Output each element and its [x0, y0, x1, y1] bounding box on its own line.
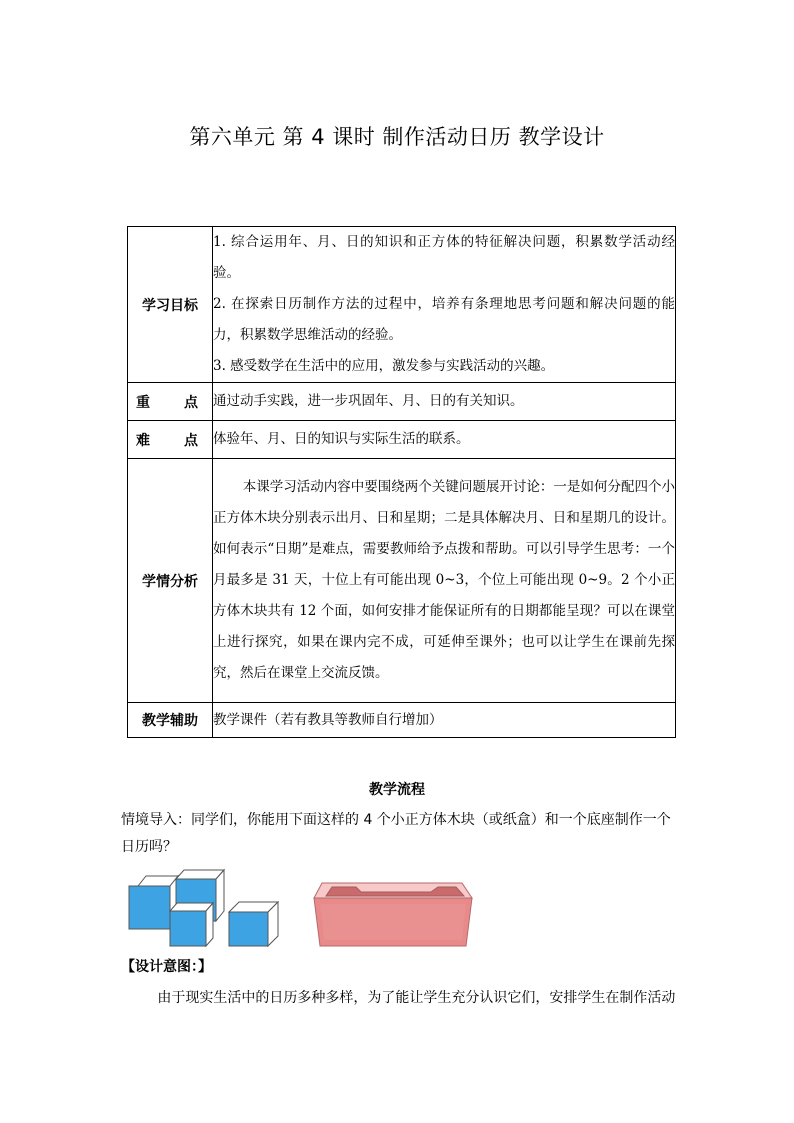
objective-item-2: 2. 在探索日历制作方法的过程中，培养有条理地思考问题和解决问题的能力，积累数学思维活动的经验。 [213, 296, 675, 343]
intro-text: 情境导入：同学们，你能用下面这样的 4 个小正方体木块（或纸盒）和一个底座制作一个日历吗？ [121, 812, 671, 855]
flow-title: 教学流程 [369, 782, 425, 798]
calendar-base-tray-icon [314, 883, 472, 946]
design-intent-text: 由于现实生活中的日历多种多样，为了能让学生充分认识它们，安排学生在制作活动 [157, 990, 676, 1006]
row-label-analysis: 学情分析 [128, 459, 213, 703]
analysis-text: 本课学习活动内容中要围绕两个关键问题展开讨论：一是如何分配四个小正方体木块分别表示出月、日和星期；二是具体解决月、日和星期几的设计。如何表示“日期”是难点，需要教师给予点拨和帮助。可以引导学生思考：一个月最多是 31 天，十位上有可能出现 0~3，个位上可能出现 0~9。2 个小正方体木块共有 12 个面，如何安排才能保证所有的日期都能呈现？可以在课堂上进行探究，如果在课内完不成，可延伸至课外；也可以让学生在课前先探究，然后在课堂上交流反馈。 [213, 479, 675, 681]
analysis-content [213, 459, 676, 703]
table-row-difficulty [128, 421, 676, 459]
table-row-key-point [128, 383, 676, 421]
design-intent-heading: 【设计意图：】 [121, 959, 212, 975]
teaching-aids-content: 教学课件（若有教具等教师自行增加） [213, 703, 676, 738]
table-row-analysis [128, 459, 676, 703]
calendar-materials-figure [126, 866, 486, 952]
key-point-content: 通过动手实践，进一步巩固年、月、日的有关知识。 [213, 383, 676, 421]
table-row-teaching-aids [128, 703, 676, 738]
cube-icon [229, 902, 278, 946]
row-label-objectives: 学习目标 [128, 227, 213, 383]
lesson-plan-table [127, 226, 676, 738]
table-row-objectives [128, 227, 676, 383]
document-title: 第六单元 第 4 课时 制作活动日历 教学设计 [189, 125, 605, 149]
cube-icon [170, 903, 213, 946]
row-label-difficulty: 难点 [128, 421, 213, 459]
row-label-teaching-aids: 教学辅助 [128, 703, 213, 738]
row-label-key-point: 重点 [128, 383, 213, 421]
objective-item-1: 1. 综合运用年、月、日的知识和正方体的特征解决问题，积累数学活动经验。 [213, 234, 675, 281]
difficulty-content: 体验年、月、日的知识与实际生活的联系。 [213, 421, 676, 459]
objectives-content [213, 227, 676, 383]
objective-item-3: 3. 感受数学在生活中的应用，激发参与实践活动的兴趣。 [213, 358, 555, 374]
